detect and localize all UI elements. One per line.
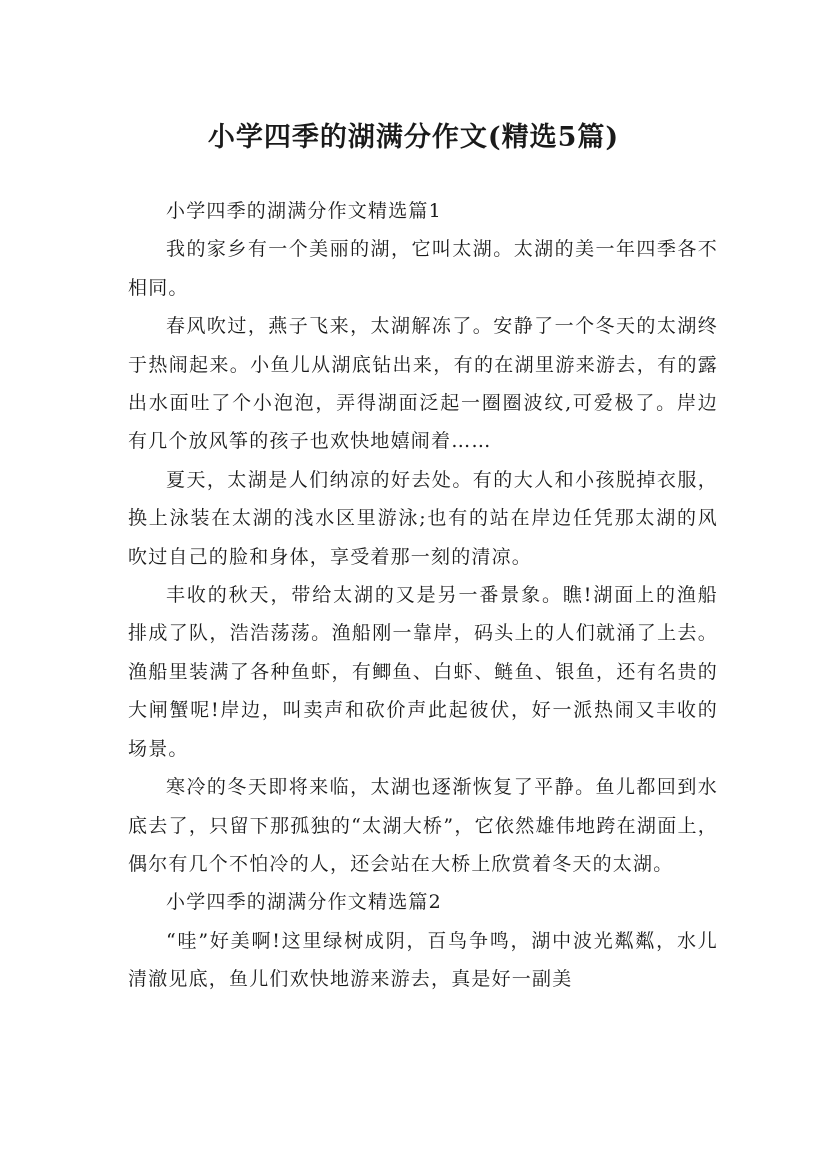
- document-title: 小学四季的湖满分作文(精选5篇): [207, 122, 620, 154]
- paragraph-autumn: 丰收的秋天，带给太湖的又是另一番景象。瞧!湖面上的渔船排成了队，浩浩荡荡。渔船刚一靠岸，码头上的人们就涌了上去。渔船里装满了各种鱼虾，有鲫鱼、白虾、鲢鱼、银鱼，还有名贵的大闸蟹呢!岸边，叫卖声和砍价声此起彼伏，好一派热闹又丰收的场景。: [128, 584, 718, 760]
- paragraph-winter: 寒冷的冬天即将来临，太湖也逐渐恢复了平静。鱼儿都回到水底去了，只留下那孤独的“太湖大桥”，它依然雄伟地跨在湖面上，偶尔有几个不怕冷的人，还会站在大桥上欣赏着冬天的太湖。: [128, 776, 718, 875]
- section-heading-1: 小学四季的湖满分作文精选篇1: [166, 200, 442, 222]
- paragraph-essay-2-opening: “哇”好美啊!这里绿树成阴，百鸟争鸣，湖中波光粼粼，水儿清澈见底，鱼儿们欢快地游来游去，真是好一副美: [128, 929, 718, 991]
- paragraph-summer: 夏天，太湖是人们纳凉的好去处。有的大人和小孩脱掉衣服，换上泳装在太湖的浅水区里游泳;也有的站在岸边任凭那太湖的风吹过自己的脸和身体，享受着那一刻的清凉。: [128, 468, 718, 568]
- section-heading-2: 小学四季的湖满分作文精选篇2: [166, 891, 442, 914]
- paragraph-intro: 我的家乡有一个美丽的湖，它叫太湖。太湖的美一年四季各不相同。: [128, 238, 718, 299]
- paragraph-spring: 春风吹过，燕子飞来，太湖解冻了。安静了一个冬天的太湖终于热闹起来。小鱼儿从湖底钻出来，有的在湖里游来游去，有的露出水面吐了个小泡泡，弄得湖面泛起一圈圈波纹,可爱极了。岸边有几个放风筝的孩子也欢快地嬉闹着……: [128, 315, 718, 453]
- document-body: [128, 192, 718, 999]
